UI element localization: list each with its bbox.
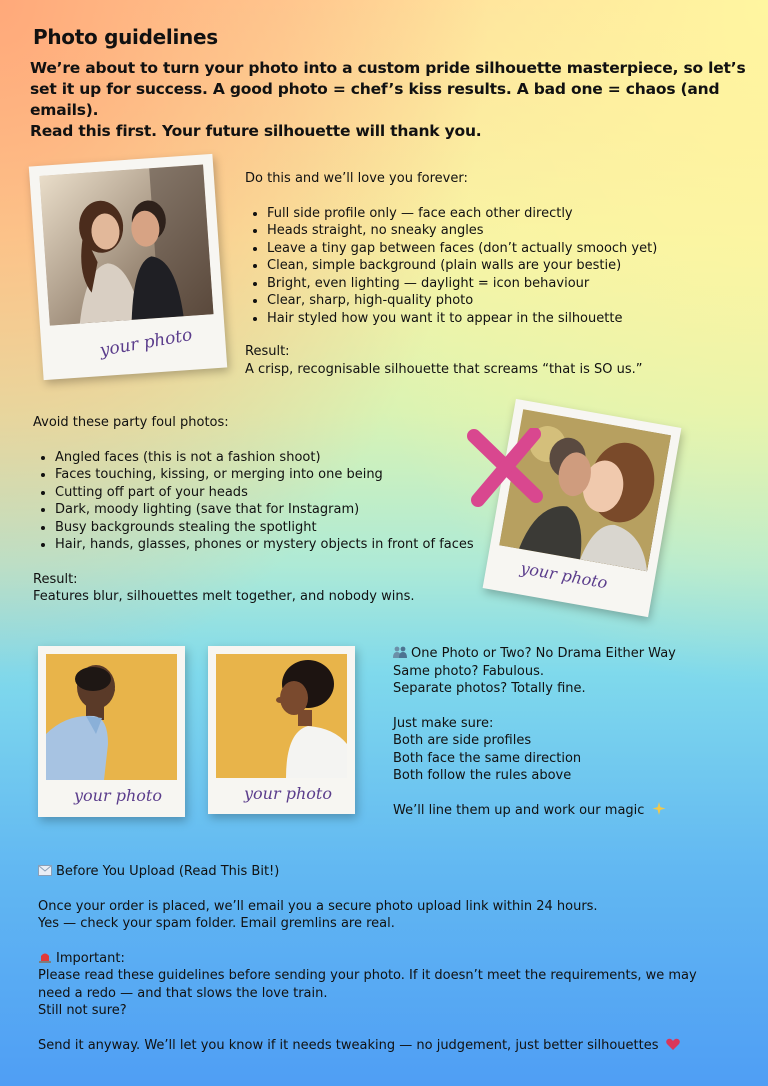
important-heading: [38, 950, 738, 968]
upload-section: [38, 863, 738, 1054]
list-item: • Full side profile only — face each other directly: [267, 205, 745, 223]
avoid-section: [33, 414, 503, 606]
single-photo-polaroid-1: [38, 646, 185, 817]
photo-caption: your photo: [244, 784, 332, 803]
x-mark-icon: [466, 428, 546, 508]
list-item: • Hair styled how you want it to appear in the silhouette: [267, 310, 745, 328]
intro-text: We’re about to turn your photo into a custom pride silhouette masterpiece, so let’s set it up for success. A good photo = chef’s kiss results. A bad one = chaos (and emails).: [30, 59, 746, 119]
list-item: • Bright, even lighting — daylight = icon behaviour: [267, 275, 745, 293]
woman-profile-icon: [216, 654, 347, 778]
couple-illustration-icon: [39, 165, 213, 326]
upload-heading: [38, 863, 738, 881]
important-text: Please read these guidelines before sending your photo. If it doesn’t meet the requirements, we may need a redo — and that slows the love train.: [38, 968, 697, 1001]
avoid-result-label: Result:: [33, 571, 78, 587]
person-photo-1: [46, 654, 177, 780]
person-photo-2: [216, 654, 347, 778]
avoid-list: [33, 449, 503, 554]
siren-icon: [38, 951, 52, 963]
two-photos-line: Both are side profiles: [393, 733, 532, 748]
list-item: • Angled faces (this is not a fashion shoot): [55, 449, 503, 467]
two-photos-line: Both follow the rules above: [393, 768, 572, 783]
couple-photo-good: [39, 165, 213, 326]
photo-caption: your photo: [74, 786, 162, 805]
make-sure-label: Just make sure:: [393, 715, 494, 731]
two-photos-line: Same photo? Fabulous.: [393, 663, 544, 679]
upload-paragraph: Yes — check your spam folder. Email gremlins are real.: [38, 916, 395, 931]
important-label: Important:: [56, 950, 125, 966]
list-item: • Busy backgrounds stealing the spotlight: [55, 519, 503, 537]
two-photos-closing-text: We’ll line them up and work our magic: [393, 802, 645, 818]
envelope-icon: [38, 864, 52, 876]
list-item: • Clear, sharp, high-quality photo: [267, 292, 745, 310]
two-photos-closing: [393, 802, 753, 820]
sparkle-icon: [652, 802, 666, 815]
list-item: • Dark, moody lighting (save that for Instagram): [55, 501, 503, 519]
do-result-text: A crisp, recognisable silhouette that screams “that is SO us.”: [245, 361, 643, 377]
two-photos-section: [393, 645, 753, 819]
avoid-result-text: Features blur, silhouettes melt together, and nobody wins.: [33, 589, 415, 604]
list-item: • Leave a tiny gap between faces (don’t actually smooch yet): [267, 240, 745, 258]
upload-closing-text: Send it anyway. We’ll let you know if it needs tweaking — no judgement, just better silhouettes: [38, 1037, 659, 1053]
list-item: • Faces touching, kissing, or merging into one being: [55, 466, 503, 484]
upload-heading-text: Before You Upload (Read This Bit!): [56, 864, 280, 879]
list-item: • Cutting off part of your heads: [55, 484, 503, 502]
avoid-heading: Avoid these party foul photos:: [33, 415, 229, 430]
people-icon: [393, 646, 407, 658]
page-title: Photo guidelines: [33, 25, 218, 49]
two-photos-heading-text: One Photo or Two? No Drama Either Way: [411, 646, 676, 661]
do-heading: Do this and we’ll love you forever:: [245, 171, 468, 186]
two-photos-heading: [393, 645, 753, 663]
photo-caption: your photo: [98, 324, 194, 361]
single-photo-polaroid-2: [208, 646, 355, 814]
photo-caption: your photo: [519, 558, 609, 593]
do-section: [245, 170, 745, 378]
still-not-sure: Still not sure?: [38, 1003, 127, 1018]
upload-closing: [38, 1037, 738, 1055]
list-item: • Heads straight, no sneaky angles: [267, 222, 745, 240]
list-item: • Hair, hands, glasses, phones or mystery objects in front of faces: [55, 536, 503, 554]
good-example-polaroid: [29, 154, 227, 380]
upload-paragraph: Once your order is placed, we’ll email you a secure photo upload link within 24 hours.: [38, 898, 598, 914]
two-photos-line: Separate photos? Totally fine.: [393, 681, 586, 696]
two-photos-line: Both face the same direction: [393, 750, 582, 766]
man-profile-icon: [46, 654, 177, 780]
heart-icon: [666, 1038, 680, 1050]
read-first-text: Read this first. Your future silhouette will thank you.: [30, 122, 482, 140]
list-item: • Clean, simple background (plain walls are your bestie): [267, 257, 745, 275]
do-result-label: Result:: [245, 344, 290, 359]
do-list: [245, 205, 745, 328]
